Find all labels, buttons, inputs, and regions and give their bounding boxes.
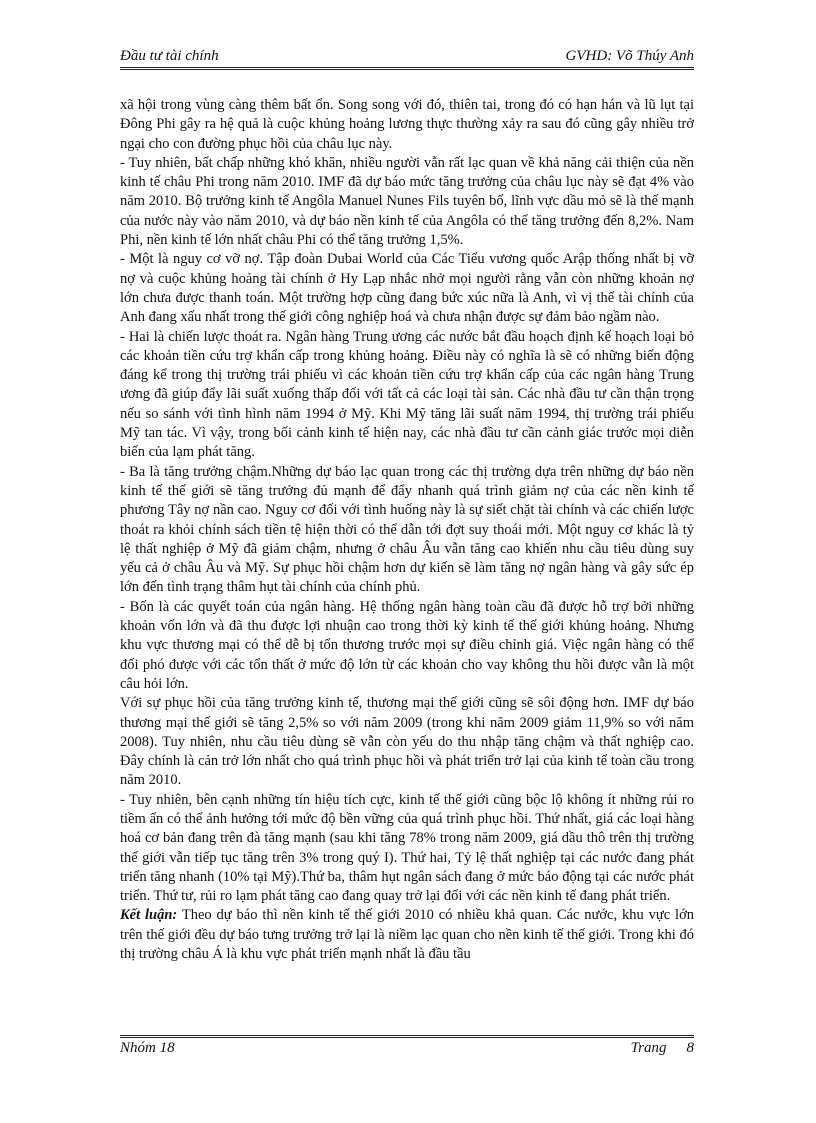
paragraph: - Ba là tăng trưởng chậm.Những dự báo lạc quan trong các thị trường dựa trên những dự báo nền kinh tế thế giới sẽ tăng trưởng đủ mạnh để đẩy nhanh quá trình giảm nợ của các nền kinh tế phương Tây nợ nần cao. Nguy cơ đối với tình huống này là sự siết chặt tài chính và các chiến lược thoát ra khỏi chính sách tiền tệ hiện thời có thể dẫn tới đợt suy thoái mới. Một nguy cơ khác là tỷ lệ thất nghiệp ở Mỹ đã giảm chậm, nhưng ở châu Âu vẫn tăng cao khiến nhu cầu tiêu dùng suy yếu cả ở châu Âu và Mỹ. Sự phục hồi chậm hơn dự kiến sẽ làm tăng nợ ngân hàng và gây sức ép lớn đến tình trạng thâm hụt tài chính của chính phủ. bbox=[120, 463, 694, 596]
paragraph: - Bốn là các quyết toán của ngân hàng. Hệ thống ngân hàng toàn cầu đã được hỗ trợ bởi những khoản vốn lớn và đã thu được lợi nhuận cao trong thời kỳ kinh tế thế giới khủng hoảng. Nhưng khu vực thương mại có thể dễ bị tổn thương trước mọi sự điều chỉnh giá. Việc ngân hàng có thể đối phó được với các tổn thất ở mức độ lớn từ các khoản cho vay không thu hồi được vẫn là một câu hỏi lớn. bbox=[120, 598, 694, 692]
paragraph: - Một là nguy cơ vỡ nợ. Tập đoàn Dubai World của Các Tiểu vương quốc Arập thống nhất bị vỡ nợ và cuộc khủng hoảng tài chính ở Hy Lạp nhắc nhở mọi người rằng vẫn còn những khoản nợ lớn chưa được thanh toán. Một trường hợp cũng đang bức xúc nữa là Anh, vì vị thế tài chính của Anh đang xấu nhất trong thế giới công nghiệp hoá và chưa nhận được sự đảm bảo ngầm nào. bbox=[120, 251, 694, 326]
conclusion-text: Theo dự báo thì nền kinh tế thế giới 2010 có nhiều khả quan. Các nước, khu vực lớn trên thế giới đều dự báo tưng trưởng trở lại là niềm lạc quan cho nền kinh tế thế giới. Trong khi đó thị trường châu Á là khu vực phát triển mạnh nhất là đầu tầu bbox=[120, 907, 694, 963]
page-header bbox=[120, 48, 694, 68]
document-body bbox=[120, 96, 694, 964]
footer-group: Nhóm 18 bbox=[120, 1040, 175, 1056]
footer-divider bbox=[120, 1035, 694, 1038]
header-subject: Đầu tư tài chính bbox=[120, 48, 219, 64]
footer-page bbox=[631, 1040, 694, 1057]
conclusion-paragraph bbox=[120, 906, 694, 964]
page-label: Trang bbox=[630, 1040, 667, 1056]
page-footer bbox=[120, 1040, 694, 1060]
paragraph: - Tuy nhiên, bất chấp những khó khăn, nhiều người vẫn rất lạc quan về khả năng cải thiện của nền kinh tế châu Phi trong năm 2010. IMF đã dự báo mức tăng trưởng của châu lục này sẽ đạt 4% vào năm 2010. Bộ trưởng kinh tế Angôla Manuel Nunes Fils tuyên bố, lĩnh vực dầu mỏ sẽ là thế mạnh của nước này vào năm 2010, và dự báo nền kinh tế của Angôla có thể tăng trưởng đến 8,2%. Nam Phi, nền kinh tế lớn nhất châu Phi có thể tăng trưởng 1,5%. bbox=[120, 154, 694, 249]
page-number: 8 bbox=[686, 1040, 694, 1056]
paragraph: xã hội trong vùng càng thêm bất ổn. Song song với đó, thiên tai, trong đó có hạn hán và lũ lụt tại Đông Phi gây ra hệ quả là cuộc khủng hoảng lương thực thường xảy ra sau đó cũng gây nhiều trở ngại cho con đường phục hồi của châu lục này. bbox=[120, 97, 694, 152]
paragraph: - Tuy nhiên, bên cạnh những tín hiệu tích cực, kinh tế thế giới cũng bộc lộ không ít những rủi ro tiềm ẩn có thể ảnh hưởng tới mức độ bền vững của quá trình phục hồi. Thứ nhất, giá các loại hàng hoá cơ bản đang trên đà tăng mạnh (sau khi tăng 78% trong năm 2009, giá dầu thô trên thị trường thế giới vẫn tiếp tục tăng trên 3% trong quý I). Thứ hai, Tỷ lệ thất nghiệp tại các nước đang phát triển tăng nhanh (10% tại Mỹ).Thứ ba, thâm hụt ngân sách đang ở mức báo động tại các nước phát triển. Thứ tư, rủi ro lạm phát tăng cao đang quay trở lại đối với các nền kinh tế đang phát triển. bbox=[120, 791, 694, 905]
paragraph: - Hai là chiến lược thoát ra. Ngân hàng Trung ương các nước bắt đầu hoạch định kế hoạch loại bỏ các khoản tiền cứu trợ khẩn cấp trong khủng hoảng. Điều này có nghĩa là sẽ có những biến động đáng kể trong thị trường trái phiếu vì các khoản tiền cứu trợ khẩn cấp của các ngân hàng Trung ương đã giúp đẩy lãi suất xuống thấp đối với tất cả các loại tài sản. Các nhà đầu tư cần thận trọng nếu so sánh với tình hình năm 1994 ở Mỹ. Khi Mỹ tăng lãi suất năm 1994, thị trường trái phiếu Mỹ tan tác. Vì vậy, trong bối cảnh kinh tế hiện nay, các nhà đầu tư cần cảnh giác trước mọi diễn biến của lạm phát tăng. bbox=[120, 328, 694, 461]
conclusion-label: Kết luận: bbox=[120, 907, 178, 924]
paragraph: Với sự phục hồi của tăng trưởng kinh tế, thương mại thế giới cũng sẽ sôi động hơn. IMF dự báo thương mại thế giới sẽ tăng 2,5% so với năm 2009 (trong khi năm 2009 giảm 11,9% so với năm 2008). Tuy nhiên, nhu cầu tiêu dùng sẽ vẫn còn yếu do thu nhập tăng chậm và thất nghiệp cao. Đây chính là cản trở lớn nhất cho quá trình phục hồi và phát triển trở lại của kinh tế toàn cầu trong năm 2010. bbox=[120, 695, 694, 789]
header-divider bbox=[120, 67, 694, 70]
header-instructor: GVHD: Võ Thúy Anh bbox=[565, 48, 694, 64]
